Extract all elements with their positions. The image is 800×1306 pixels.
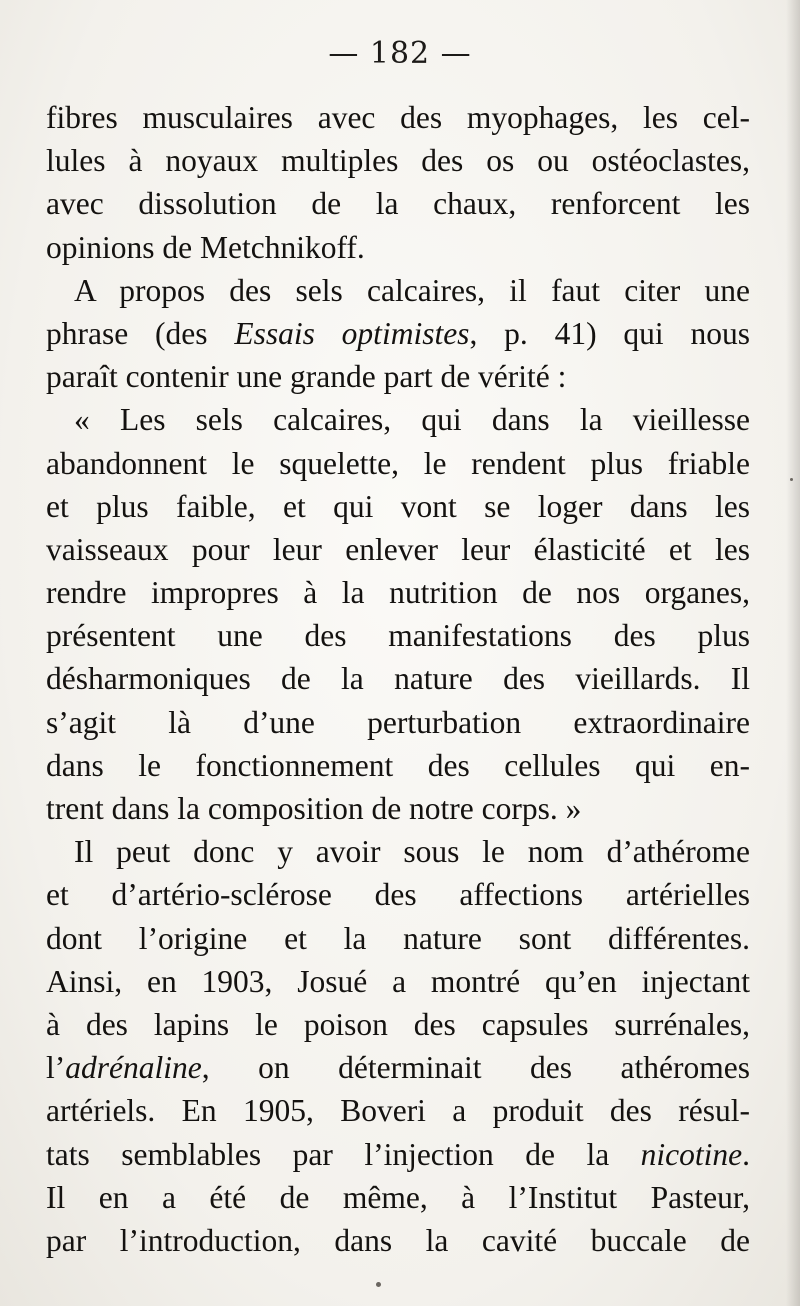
text-line: et d’artério-sclérose des affections artérielles bbox=[46, 877, 750, 913]
italic-phrase: Essais optimistes bbox=[234, 315, 470, 351]
body-text bbox=[46, 96, 750, 1262]
footer-speck bbox=[376, 1282, 381, 1287]
text-line: s’agit là d’une perturbation extraordinaire bbox=[46, 704, 750, 740]
text-line: par l’introduction, dans la cavité buccale de bbox=[46, 1222, 750, 1258]
text-line: présentent une des manifestations des plus bbox=[46, 618, 750, 654]
text-line: A propos des sels calcaires, il faut citer une bbox=[74, 272, 750, 308]
text-line: avec dissolution de la chaux, renforcent les bbox=[46, 186, 750, 222]
italic-phrase: adrénaline bbox=[65, 1050, 202, 1086]
text-line: et plus faible, et qui vont se loger dans les bbox=[46, 488, 750, 524]
text-line: rendre impropres à la nutrition de nos organes, bbox=[46, 575, 750, 611]
text-segment: , p. 41) qui nous bbox=[469, 315, 750, 351]
text-segment: phrase (des bbox=[46, 315, 235, 351]
text-line: « Les sels calcaires, qui dans la vieillesse bbox=[74, 402, 750, 438]
text-segment: . bbox=[742, 1136, 750, 1172]
text-line: dont l’origine et la nature sont différentes. bbox=[46, 920, 750, 956]
page-number: — 182 — bbox=[328, 36, 472, 71]
text-line: Il en a été de même, à l’Institut Pasteur, bbox=[46, 1179, 750, 1215]
text-line: trent dans la composition de notre corps. » bbox=[46, 791, 582, 826]
text-line: lules à noyaux multiples des os ou ostéoclastes, bbox=[46, 143, 750, 179]
text-line: abandonnent le squelette, le rendent plus friable bbox=[46, 445, 750, 481]
page-edge-shadow bbox=[786, 0, 800, 1306]
text-segment: tats semblables par l’injection de la bbox=[46, 1136, 641, 1172]
text-line: paraît contenir une grande part de vérité : bbox=[46, 359, 567, 395]
text-line: à des lapins le poison des capsules surrénales, bbox=[46, 1006, 750, 1042]
text-segment: , on déterminait des athéromes bbox=[201, 1050, 750, 1086]
margin-speck bbox=[790, 478, 793, 481]
text-line bbox=[46, 1133, 750, 1176]
italic-phrase: nicotine bbox=[640, 1136, 743, 1172]
text-line bbox=[46, 1046, 750, 1089]
text-line: opinions de Metchnikoff. bbox=[46, 229, 365, 265]
text-line bbox=[46, 312, 750, 355]
text-line: fibres musculaires avec des myophages, les cel- bbox=[46, 100, 750, 135]
text-line: Ainsi, en 1903, Josué a montré qu’en injectant bbox=[46, 963, 750, 999]
text-segment: l’ bbox=[46, 1050, 66, 1086]
text-line: artériels. En 1905, Boveri a produit des résul- bbox=[46, 1093, 750, 1129]
text-line: vaisseaux pour leur enlever leur élasticité et les bbox=[46, 531, 750, 567]
text-line: désharmoniques de la nature des vieillards. Il bbox=[46, 661, 750, 697]
text-line: Il peut donc y avoir sous le nom d’athérome bbox=[74, 834, 750, 870]
text-line: dans le fonctionnement des cellules qui en- bbox=[46, 747, 750, 783]
